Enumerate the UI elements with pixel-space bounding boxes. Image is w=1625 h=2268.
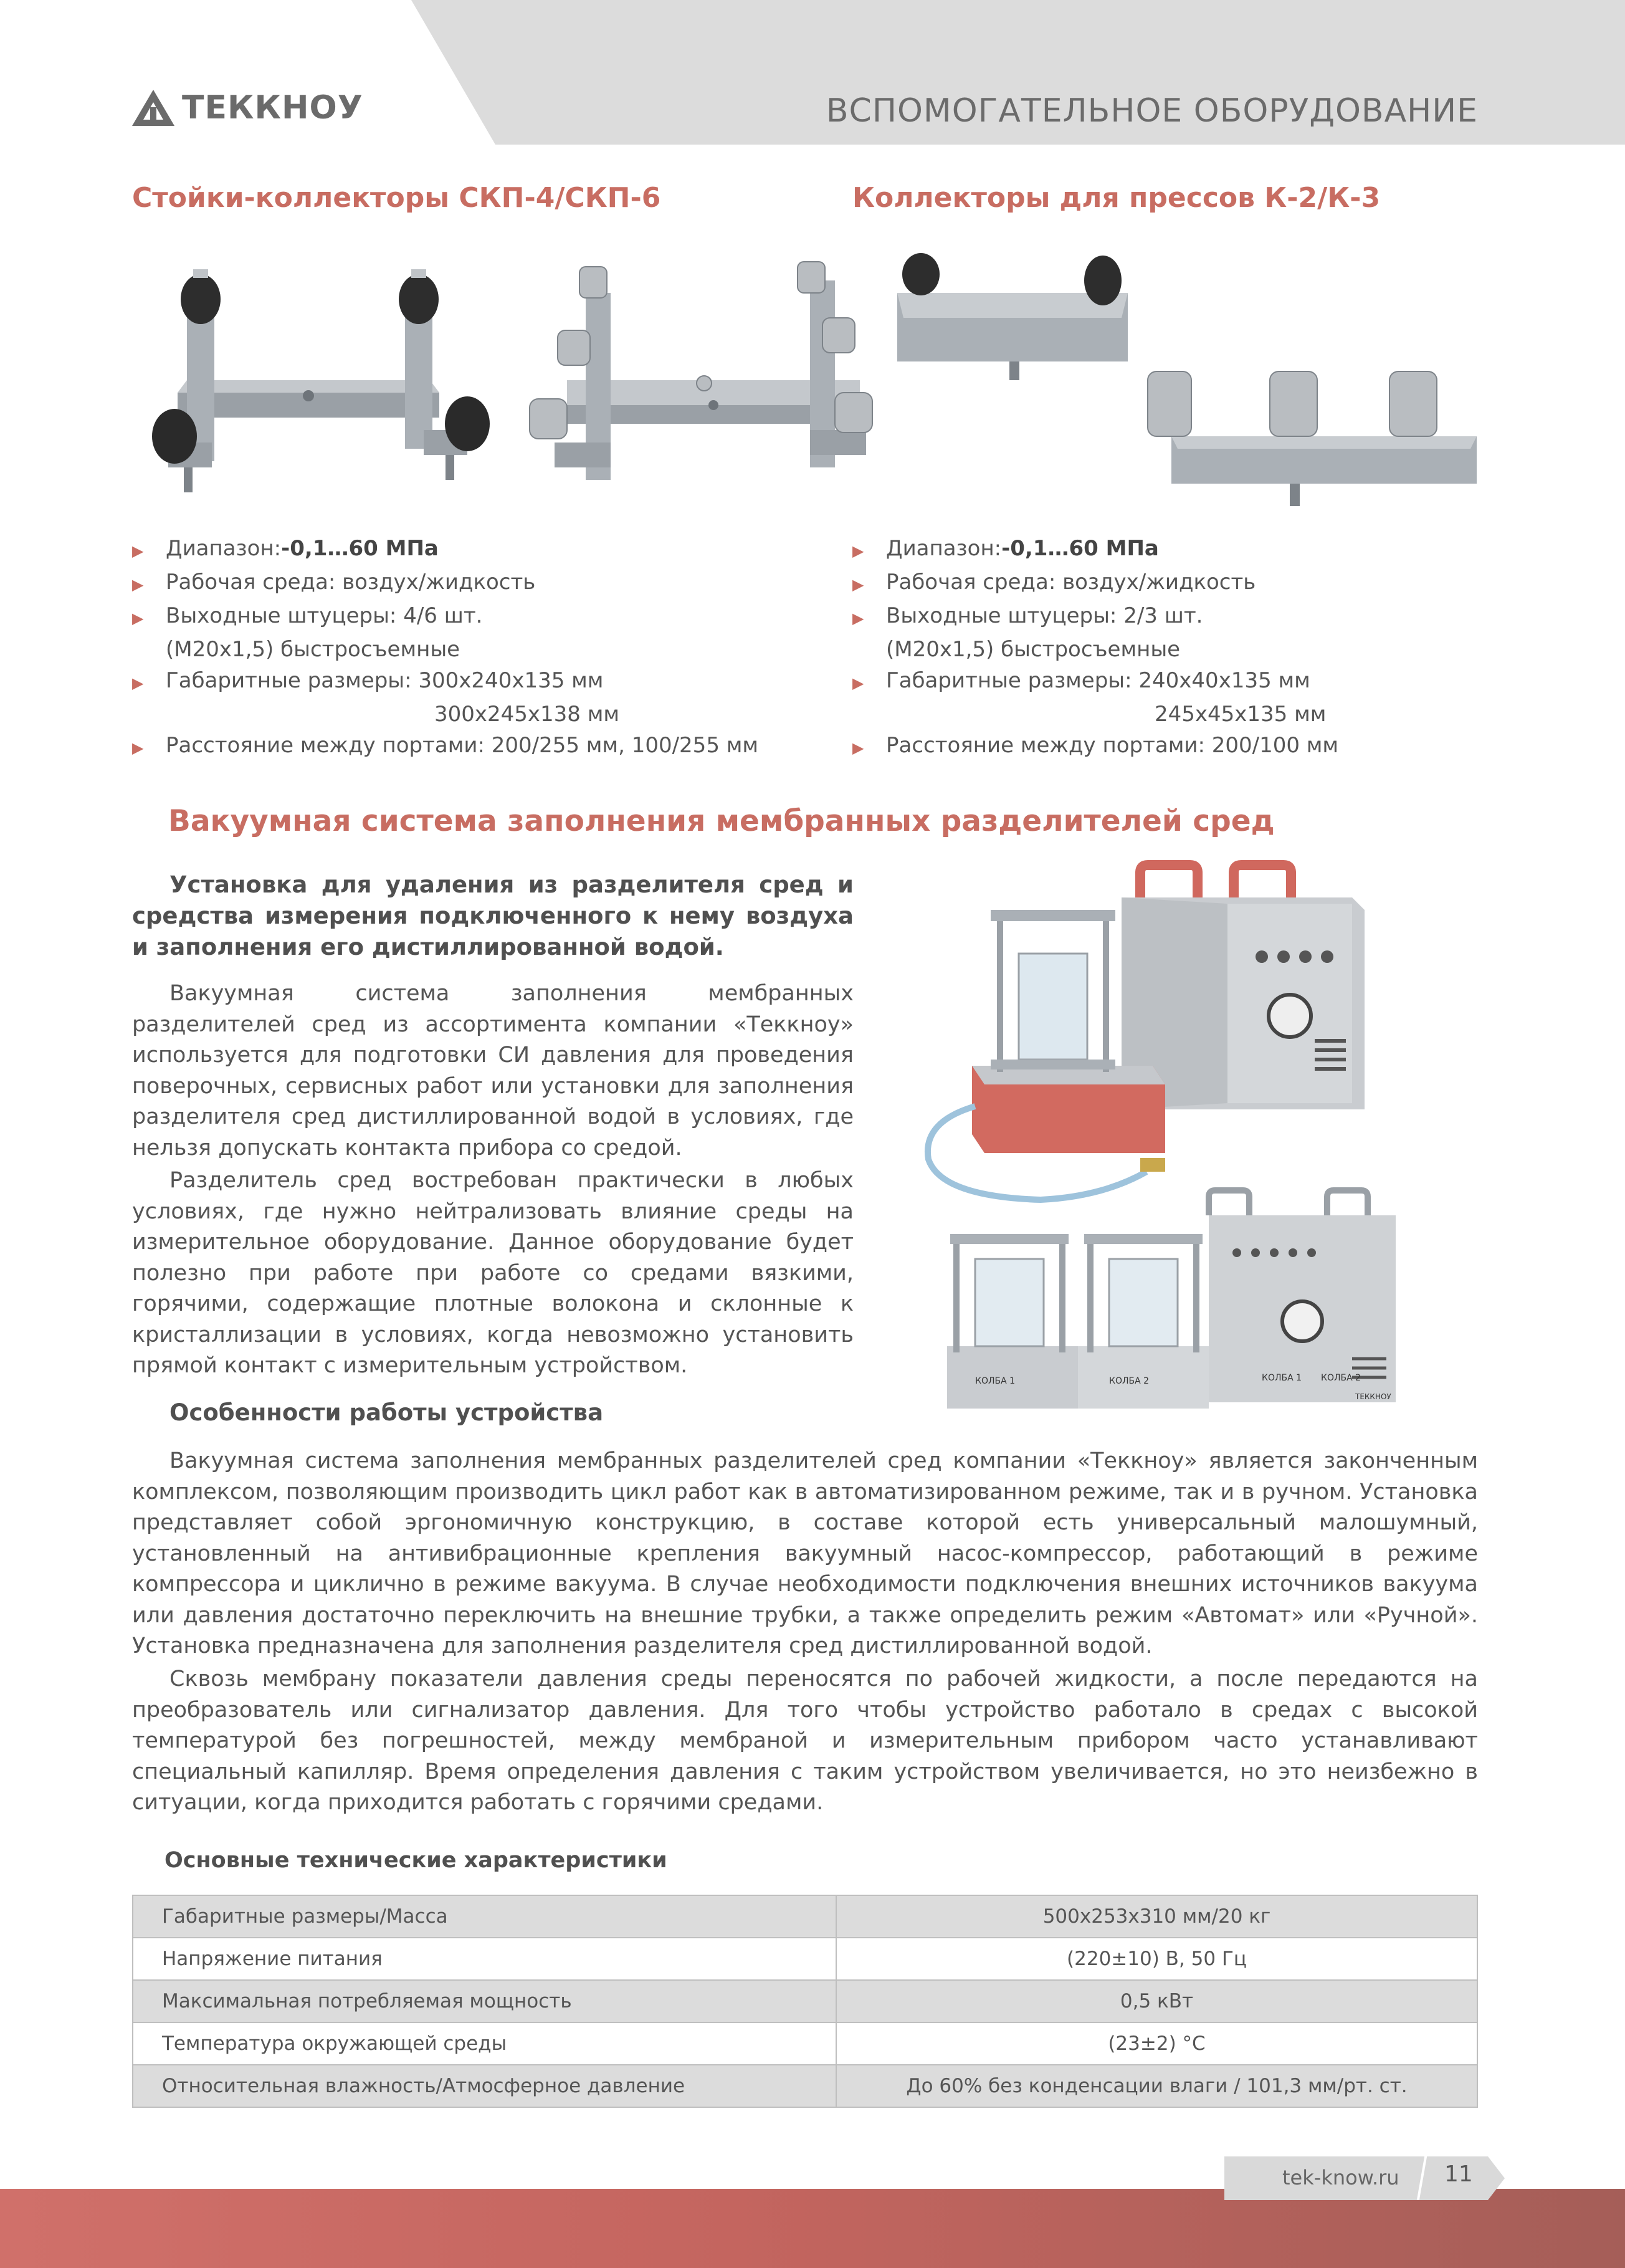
features-subtitle: Особенности работы устройства (169, 1399, 604, 1426)
spec-dims: ▶ Габаритные размеры: 300x240x135 мм (132, 665, 836, 699)
table-row (133, 1980, 1477, 2022)
device-label-flask2: КОЛБА 2 (1109, 1376, 1150, 1386)
table-cell-label: Температура окружающей среды (133, 2022, 836, 2065)
right-block-title: Коллекторы для прессов К-2/К-3 (852, 182, 1381, 214)
vacuum-paragraph-2: Разделитель сред востребован практически в любых условиях, где нужно нейтрализовать влияние среды на измерительное оборудование. Данное оборудование будет полезно при работе при работе со средами вязкими, горячими, содержащие плотные волокона и склонные к кристаллизации в условиях, когда невозможно установить прямой контакт с измерительным устройством. (132, 1168, 854, 1378)
table-row (133, 2022, 1477, 2065)
spec-ports: ▶ Расстояние между портами: 200/100 мм (852, 730, 1500, 763)
table-cell-value: (220±10) В, 50 Гц (836, 1938, 1477, 1980)
device-label-flask1: КОЛБА 1 (975, 1376, 1016, 1386)
spec-medium: ▶ Рабочая среда: воздух/жидкость (132, 567, 836, 600)
device-brand-label: ТЕККНОУ (1355, 1392, 1391, 1401)
table-row (133, 1895, 1477, 1938)
table-row (133, 2065, 1477, 2107)
bullet-arrow-icon: ▶ (132, 542, 144, 560)
bullet-arrow-icon: ▶ (132, 576, 144, 593)
table-cell-label: Напряжение питания (133, 1938, 836, 1980)
table-cell-value: 0,5 кВт (836, 1980, 1477, 2022)
brand-logo (131, 86, 363, 130)
spec-dims: ▶ Габаритные размеры: 240x40x135 мм (852, 665, 1500, 699)
table-row (133, 1938, 1477, 1980)
footer-website-link[interactable]: tek-know.ru (1282, 2166, 1399, 2189)
spec-outputs: ▶ Выходные штуцеры: 2/3 шт. (852, 600, 1500, 634)
skp4-collector-image (152, 269, 490, 492)
vacuum-paragraph-1: Вакуумная система заполнения мембранных разделителей сред из ассортимента компании «Теккноу» используется для подготовки СИ давления для проведения поверочных, сервисных работ или установки для заполнения разделителя сред дистиллированной водой в условиях, где нельзя допускать контакта прибора со средой. (132, 981, 854, 1160)
vacuum-section-title: Вакуумная система заполнения мембранных разделителей сред (168, 804, 1275, 838)
spec-medium: ▶ Рабочая среда: воздух/жидкость (852, 567, 1500, 600)
bullet-arrow-icon: ▶ (132, 610, 144, 627)
tech-specs-title: Основные технические характеристики (164, 1848, 667, 1873)
right-specs-list (852, 533, 1500, 763)
table-cell-label: Относительная влажность/Атмосферное давление (133, 2065, 836, 2107)
table-cell-value: (23±2) °С (836, 2022, 1477, 2065)
bullet-arrow-icon: ▶ (852, 576, 864, 593)
k-collectors-image (879, 249, 1502, 511)
table-cell-label: Максимальная потребляемая мощность (133, 1980, 836, 2022)
flask-2-image (1084, 1234, 1203, 1352)
bullet-arrow-icon: ▶ (852, 610, 864, 627)
spec-range: ▶ Диапазон: -0,1…60 МПа (132, 533, 836, 567)
table-cell-label: Габаритные размеры/Масса (133, 1895, 836, 1938)
spec-dims-cont: 245x45x135 мм (1155, 702, 1327, 727)
spec-dims-cont: 300x245x138 мм (434, 702, 620, 727)
bullet-arrow-icon: ▶ (132, 739, 144, 757)
table-cell-value: До 60% без конденсации влаги / 101,3 мм/рт. ст. (836, 2065, 1477, 2107)
spec-outputs-cont: (M20x1,5) быстросъемные (166, 637, 460, 662)
vacuum-paragraph-4: Сквозь мембрану показатели давления среды переносятся по рабочей жидкости, а после передаются на преобразователь или сигнализатор давления. Для того чтобы устройство работало в средах с высокой температурой без погрешностей, между мембраной и измерительным прибором часто устанавливают специальный капилляр. Время определения давления с таким устройством увеличивается, но это неизбежно в ситуации, когда приходится работать с горячими средами. (132, 1667, 1478, 1815)
left-block-title: Стойки-коллекторы СКП-4/СКП-6 (132, 182, 661, 214)
left-specs-list (132, 533, 836, 763)
bullet-arrow-icon: ▶ (132, 674, 144, 692)
bullet-arrow-icon: ▶ (852, 739, 864, 757)
vacuum-device-photo-1 (928, 865, 1365, 1200)
skp6-collector-image (530, 262, 872, 480)
k2-collector-image (897, 253, 1128, 380)
skp-collectors-image (131, 256, 897, 517)
spec-outputs-cont: (M20x1,5) быстросъемные (886, 637, 1181, 662)
device-label-flask2-b: КОЛБА 2 (1321, 1373, 1361, 1383)
page-number: 11 (1444, 2161, 1473, 2187)
bullet-arrow-icon: ▶ (852, 542, 864, 560)
header-title: ВСПОМОГАТЕЛЬНОЕ ОБОРУДОВАНИЕ (826, 92, 1478, 130)
bullet-arrow-icon: ▶ (852, 674, 864, 692)
footer-band (0, 2189, 1625, 2268)
flask-1-image (950, 1234, 1069, 1352)
device-label-flask1-b: КОЛБА 1 (1262, 1373, 1302, 1383)
spec-ports: ▶ Расстояние между портами: 200/255 мм, 100/255 мм (132, 730, 836, 763)
table-cell-value: 500x253x310 мм/20 кг (836, 1895, 1477, 1938)
tech-specs-table (132, 1895, 1478, 2108)
vacuum-paragraph-3: Вакуумная система заполнения мембранных разделителей сред компании «Теккноу» является законченным комплексом, позволяющим производить цикл работ как в автоматизированном режиме, так и в ручном. Установка представляет собой эргономичную конструкцию, в составе которой есть универсальный малошумный, установленный на антивибрационные крепления вакуумный насос-компрессор, работающий в режиме компрессора и циклично в режиме вакуума. В случае необходимости подключения внешних источников вакуума или давления достаточно переключить на внешние трубки, а также определить режим «Автомат» или «Ручной». Установка предназначена для заполнения разделителя сред дистиллированной водой. (132, 1448, 1478, 1658)
vacuum-device-photo-2 (947, 1190, 1396, 1409)
spec-range: ▶ Диапазон: -0,1…60 МПа (852, 533, 1500, 567)
k3-collector-image (1148, 371, 1477, 506)
vacuum-system-images (916, 860, 1477, 1421)
brand-name: ТЕККНОУ (182, 89, 363, 127)
logo-triangle-icon (131, 89, 176, 127)
spec-outputs: ▶ Выходные штуцеры: 4/6 шт. (132, 600, 836, 634)
vacuum-lead-paragraph: Установка для удаления из разделителя сред и средства измерения подключенного к нему воздуха и заполнения его дистиллированной водой. (132, 871, 854, 960)
